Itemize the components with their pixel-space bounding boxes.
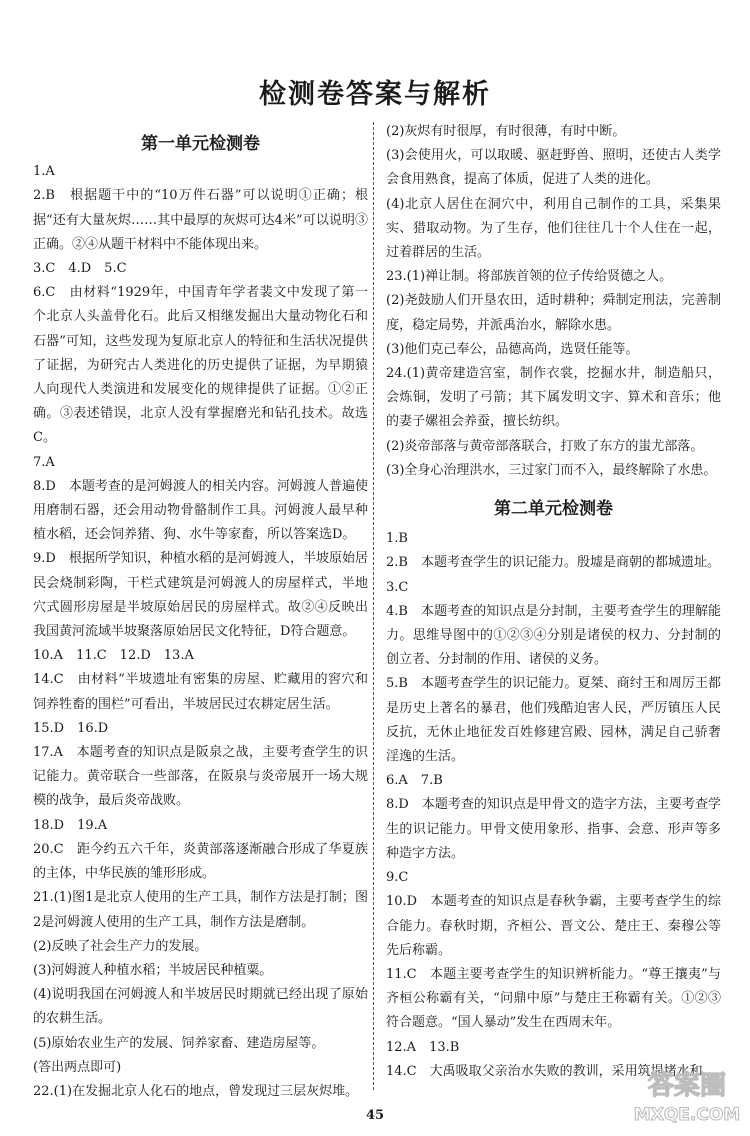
answer-text: (2)灰烬有时很厚，有时很薄，有时中断。 <box>386 124 626 139</box>
answer-item <box>33 257 368 281</box>
answer-text: 14.C 由材料“半坡遗址有密集的房屋、贮藏用的窖穴和饲养牲畜的围栏”可看出，半坡居民过农耕定居生活。 <box>33 672 368 712</box>
answer-text: 23.(1)禅让制。将部族首领的位子传给贤德之人。 <box>386 269 673 285</box>
answer-item <box>386 769 721 793</box>
answer-item <box>33 281 368 450</box>
answer-text: 6.A 7.B <box>386 773 443 789</box>
watermark-text-top: 答案圈 <box>647 1071 727 1101</box>
answer-item <box>33 475 368 548</box>
page-title: 检测卷答案与解析 <box>259 79 491 110</box>
page-number: 45 <box>365 1108 385 1123</box>
answer-text: 21.(1)图1是北京人使用的生产工具，制作方法是打制；图2是河姆渡人使用的生产工具，制作方法是磨制。 <box>33 890 368 930</box>
answer-item <box>33 184 368 257</box>
answer-text: 3.C <box>386 579 409 595</box>
unit-heading-2: 第二单元检测卷 <box>494 499 613 520</box>
answer-text: (3)河姆渡人种植水稻；半坡居民种植粟。 <box>33 962 273 978</box>
answer-item <box>33 886 368 1080</box>
answer-text: 8.D 本题考查的是河姆渡人的相关内容。河姆渡人普遍使用磨制石器，还会用动物骨骼制作工具。河姆渡人最早种植水稻，还会饲养猪、狗、水牛等家畜，所以答案选D。 <box>33 478 368 543</box>
answer-item <box>386 600 721 673</box>
answer-text: 9.C <box>386 870 409 886</box>
answer-text: 22.(1)在发掘北京人化石的地点，曾发现过三层灰烬堆。 <box>33 1083 359 1099</box>
unit-heading-1: 第一单元检测卷 <box>141 134 260 154</box>
answer-text: 3.C 4.D 5.C <box>33 261 127 277</box>
answer-item <box>33 644 368 668</box>
answer-item <box>386 120 721 265</box>
answer-text: 1.B <box>386 531 408 547</box>
answer-text: 5.B 本题考查学生的识记能力。夏桀、商纣王和周厉王都是历史上著名的暴君，他们残酷迫害人民，严厉镇压人民反抗，无休止地征发百姓修建宫殿、园林，满足自己骄奢淫逸的生活。 <box>386 676 721 765</box>
answer-item <box>386 265 721 362</box>
answer-text: 2.B 根据题干中的“10万件石器”可以说明①正确；根据“还有大量灰烬……其中最厚的灰烬可达4米”可以说明③正确。②④从题干材料中不能体现出来。 <box>33 188 368 252</box>
answer-item <box>33 668 368 716</box>
answer-text: 11.C 本题主要考查学生的知识辨析能力。“尊王攘夷”与齐桓公称霸有关，“问鼎中原”与楚庄王称霸有关。①②③符合题意。“国人暴动”发生在西周末年。 <box>386 966 721 1031</box>
answer-item <box>386 672 721 769</box>
answer-text: 2.B 本题考查学生的识记能力。殷墟是商朝的都城遗址。 <box>386 555 720 571</box>
answer-item <box>33 451 368 475</box>
answer-list-left <box>33 160 368 1104</box>
answer-text: 18.D 19.A <box>33 817 108 833</box>
answer-text: 4.B 本题考查的知识点是分封制，主要考查学生的理解能力。思维导图中的①②③④分别是诸侯的权力、分封制的创立者、分封制的作用、诸侯的义务。 <box>386 603 721 668</box>
right-column <box>386 120 721 1084</box>
answer-text: (2)尧鼓励人们开垦农田，适时耕种；舜制定刑法，完善制度，稳定局势，并派禹治水，解除水患。 <box>386 293 721 333</box>
answer-text: (2)反映了社会生产力的发展。 <box>33 938 208 954</box>
answer-item <box>386 527 721 551</box>
answer-item <box>386 551 721 575</box>
answer-item <box>386 793 721 866</box>
answer-item <box>386 963 721 1036</box>
answer-text: (4)说明我国在河姆渡人和半坡居民时期就已经出现了原始的农耕生活。 <box>33 987 368 1027</box>
answer-text: 1.A <box>33 164 55 180</box>
answer-text: (3)他们克己奉公，品德高尚，选贤任能等。 <box>386 341 639 357</box>
answer-text: 24.(1)黄帝建造宫室，制作衣裳，挖掘水井，制造船只，会炼铜，发明了弓箭；其下属发明文字、算术和音乐；他的妻子嫘祖会养蚕，擅长纺织。 <box>386 366 721 430</box>
answer-list-right-continued <box>386 120 721 483</box>
answer-item <box>386 866 721 890</box>
answer-text: (3)会使用火，可以取暖、驱赶野兽、照明，还使古人类学会食用熟食，提高了体质，促进了人类的进化。 <box>386 148 721 188</box>
answer-item <box>33 741 368 814</box>
answer-text: 20.C 距今约五六千年，炎黄部落逐渐融合形成了华夏族的主体，中华民族的雏形形成。 <box>33 841 368 882</box>
answer-item <box>386 362 721 483</box>
answer-item <box>33 717 368 741</box>
answer-text: 6.C 由材料“1929年，中国青年学者裴文中发现了第一个北京人头盖骨化石。此后又相继发掘出大量动物化石和石器”可知，这些发现为复原北京人的特征和生活状况提供了证据，为研究古人类进化的历史提供了证据，为早期猿人向现代人类演进和发展变化的规律提供了证据。①②正确。③表述错误，北京人没有掌握磨光和钻孔技术。故选C。 <box>33 285 368 446</box>
answer-text: (5)原始农业生产的发展、饲养家畜、建造房屋等。 <box>33 1035 325 1051</box>
answer-item <box>33 547 368 644</box>
answer-text: 9.D 根据所学知识，种植水稻的是河姆渡人，半坡原始居民会烧制彩陶，干栏式建筑是河姆渡人的房屋样式，半地穴式圆形房屋是半坡原始居民的房屋样式。故②④反映出我国黄河流域半坡聚落原始居民文化特征，D符合题意。 <box>33 551 368 640</box>
answer-item <box>33 1080 368 1104</box>
answer-text: 15.D 16.D <box>33 720 109 736</box>
answer-item <box>386 576 721 600</box>
answer-list-right <box>386 527 721 1084</box>
watermark-text-bottom: MXQE.COM <box>633 1105 741 1125</box>
column-divider <box>373 122 374 1090</box>
answer-text: 14.C 大禹吸取父亲治水失败的教训，采用筑堤堵水和 <box>386 1063 703 1079</box>
answer-item <box>33 814 368 838</box>
answer-text: 17.A 本题考查的知识点是阪泉之战，主要考查学生的识记能力。黄帝联合一些部落，在阪泉与炎帝展开一场大规模的战争，最后炎帝战败。 <box>33 745 368 809</box>
answer-item <box>386 1036 721 1060</box>
answer-text: (3)全身心治理洪水，三过家门而不入，最终解除了水患。 <box>386 462 717 478</box>
answer-text: 7.A <box>33 454 55 470</box>
answer-text: 12.A 13.B <box>386 1039 460 1055</box>
watermark-logo <box>632 1064 742 1126</box>
answer-text: 10.A 11.C 12.D 13.A <box>33 648 194 664</box>
answer-text: (2)炎帝部落与黄帝部落联合，打败了东方的蚩尤部落。 <box>386 438 704 454</box>
answer-text: 10.D 本题考查的知识点是春秋争霸，主要考查学生的综合能力。春秋时期，齐桓公、晋文公、楚庄王、秦穆公等先后称霸。 <box>386 894 721 958</box>
answer-item <box>386 890 721 963</box>
answer-text: 8.D 本题考查的知识点是甲骨文的造字方法，主要考查学生的识记能力。甲骨文使用象形、指事、会意、形声等多种造字方法。 <box>386 797 721 861</box>
left-column <box>33 126 368 1104</box>
answer-item <box>33 160 368 184</box>
answer-text: (4)北京人居住在洞穴中，利用自己制作的工具，采集果实、猎取动物。为了生存，他们往往几十个人住在一起，过着群居的生活。 <box>386 196 721 261</box>
answer-text: (答出两点即可) <box>33 1059 122 1075</box>
answer-item <box>33 838 368 886</box>
